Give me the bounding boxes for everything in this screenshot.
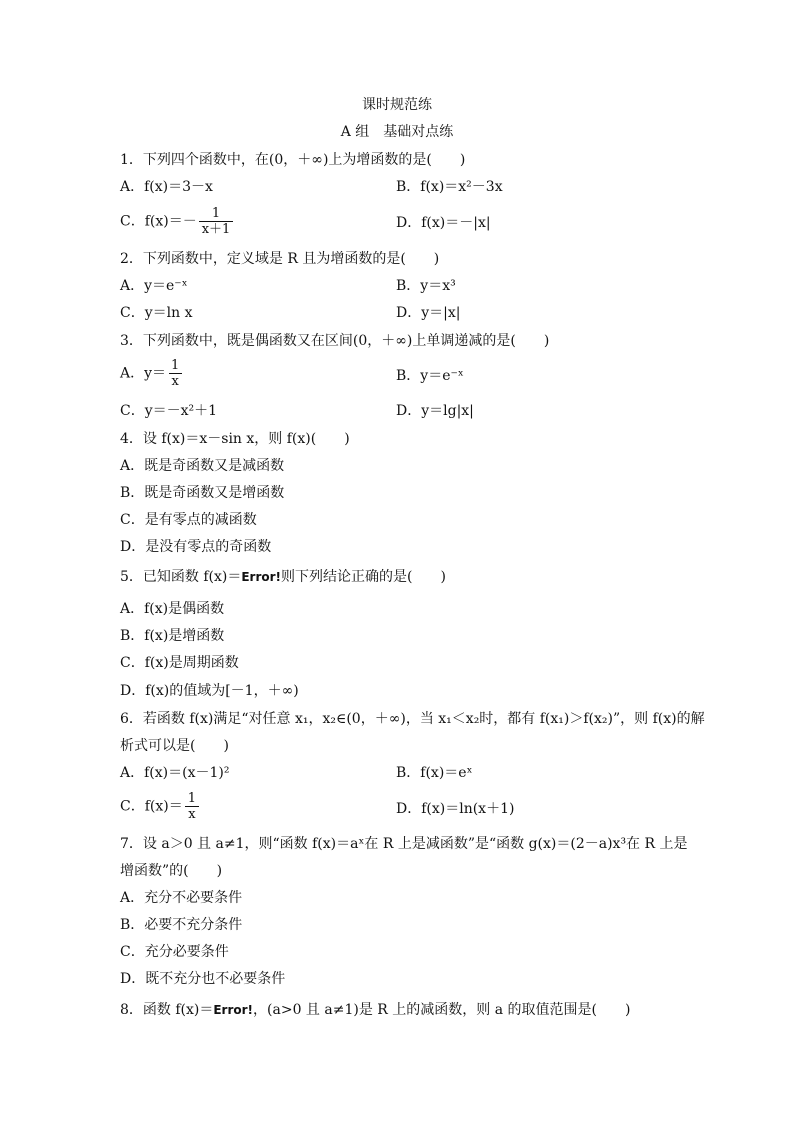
question-4-option-b: B．既是奇函数又是增函数 (120, 485, 285, 501)
question-2-option-c: C．y＝ln x (120, 305, 193, 321)
question-2-option-d: D．y＝|x| (396, 305, 461, 321)
question-5-option-d: D．f(x)的值域为[－1，＋∞) (120, 683, 299, 699)
fraction-numerator: 1 (187, 791, 196, 806)
question-3-option-a (120, 358, 184, 389)
fraction (168, 358, 182, 389)
question-1-option-c (120, 206, 235, 237)
question-7-option-c: C．充分必要条件 (120, 944, 229, 960)
fraction-denominator: x＋1 (199, 221, 234, 237)
question-6-option-d: D．f(x)＝ln(x＋1) (396, 801, 515, 817)
option-c-prefix: C．f(x)＝ (120, 798, 183, 815)
question-4-option-a: A．既是奇函数又是减函数 (120, 458, 285, 474)
question-7-option-a: A．充分不必要条件 (120, 890, 243, 906)
error-field-code: Error! (241, 570, 282, 584)
section-subtitle: A 组 基础对点练 (340, 124, 454, 140)
question-3-option-d: D．y＝lg|x| (396, 403, 474, 419)
question-6-option-c (120, 791, 201, 822)
option-c-prefix: C．f(x)＝－ (120, 213, 197, 230)
fraction-numerator: 1 (171, 358, 180, 373)
question-2-stem: 2．下列函数中，定义域是 R 且为增函数的是( ) (120, 251, 440, 267)
question-7-option-d: D．既不充分也不必要条件 (120, 971, 286, 987)
stem-text: 则下列结论正确的是( ) (281, 569, 446, 585)
stem-text: ，(a>0 且 a≠1)是 R 上的减函数，则 a 的取值范围是( ) (253, 1002, 631, 1018)
question-4-stem: 4．设 f(x)＝x－sin x，则 f(x)( ) (120, 431, 350, 447)
question-5-option-a: A．f(x)是偶函数 (120, 601, 225, 617)
question-1-option-b: B．f(x)＝x²－3x (396, 179, 503, 195)
stem-text: 5．已知函数 f(x)＝ (120, 569, 242, 585)
question-2-option-a: A．y＝e⁻ˣ (120, 278, 188, 294)
question-6-option-a: A．f(x)＝(x－1)² (120, 765, 230, 781)
question-5-stem (120, 568, 446, 586)
question-7-stem-line-1: 7．设 a＞0 且 a≠1，则“函数 f(x)＝aˣ在 R 上是减函数”是“函数 g(x)＝(2－a)x³在 R 上是 (120, 836, 688, 852)
question-4-option-c: C．是有零点的减函数 (120, 512, 257, 528)
stem-text: 8．函数 f(x)＝ (120, 1002, 214, 1018)
question-6-stem-line-1: 6．若函数 f(x)满足“对任意 x₁，x₂∈(0，＋∞)，当 x₁＜x₂时，都有 f(x₁)＞f(x₂)”，则 f(x)的解 (120, 711, 705, 727)
question-5-option-c: C．f(x)是周期函数 (120, 655, 239, 671)
fraction-numerator: 1 (211, 206, 221, 221)
question-3-option-c: C．y＝－x²＋1 (120, 403, 218, 419)
question-7-option-b: B．必要不充分条件 (120, 917, 243, 933)
question-1-option-d: D．f(x)＝－|x| (396, 215, 491, 231)
error-field-code: Error! (213, 1003, 254, 1017)
question-1-stem: 1．下列四个函数中，在(0，＋∞)上为增函数的是( ) (120, 152, 466, 168)
question-6-option-b: B．f(x)＝eˣ (396, 765, 473, 781)
fraction (185, 791, 199, 822)
question-6-stem-line-2: 析式可以是( ) (120, 738, 229, 754)
fraction (199, 206, 234, 237)
question-8-stem (120, 1001, 630, 1019)
question-4-option-d: D．是没有零点的奇函数 (120, 539, 272, 555)
question-1-option-a: A．f(x)＝3－x (120, 179, 213, 195)
option-a-prefix: A．y＝ (120, 365, 167, 382)
page-title: 课时规范练 (362, 97, 432, 113)
fraction-denominator: x (169, 373, 182, 389)
question-3-stem: 3．下列函数中，既是偶函数又在区间(0，＋∞)上单调递减的是( ) (120, 333, 550, 349)
question-3-option-b: B．y＝e⁻ˣ (396, 368, 464, 384)
question-2-option-b: B．y＝x³ (396, 278, 456, 294)
question-5-option-b: B．f(x)是增函数 (120, 628, 225, 644)
question-7-stem-line-2: 增函数”的( ) (120, 863, 223, 879)
fraction-denominator: x (185, 806, 198, 822)
